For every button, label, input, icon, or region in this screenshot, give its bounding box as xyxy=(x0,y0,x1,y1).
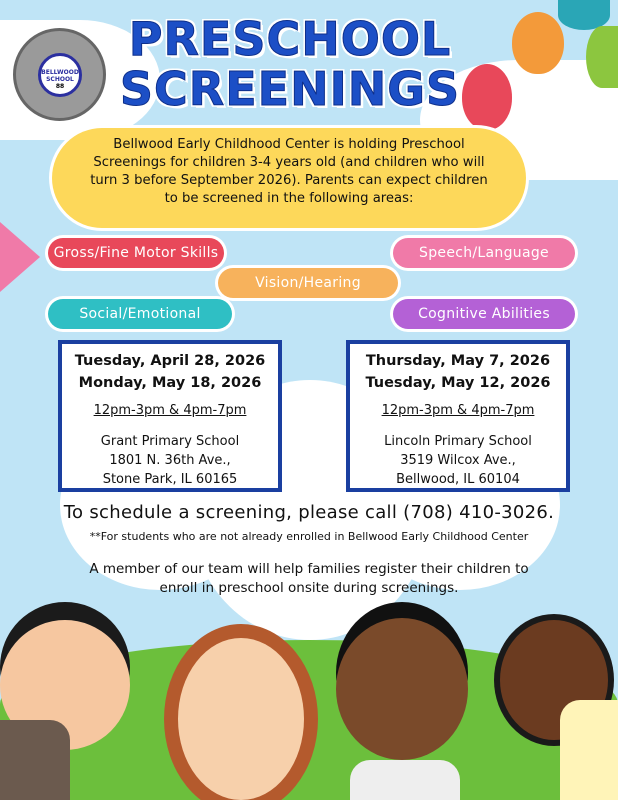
city: Stone Park, IL 60165 xyxy=(102,472,238,487)
area-gross-fine-motor: Gross/Fine Motor Skills xyxy=(48,238,224,268)
child-illustration xyxy=(178,638,304,800)
district-logo: BELLWOOD SCHOOL 88 xyxy=(13,28,106,121)
help-text: A member of our team will help families register their children to enroll in preschool onsite during screenings. xyxy=(89,561,529,596)
child-shirt xyxy=(350,760,460,800)
street: 1801 N. 36th Ave., xyxy=(109,453,231,468)
date: Tuesday, April 28, 2026 xyxy=(74,353,266,369)
child-shirt xyxy=(0,720,70,800)
city: Bellwood, IL 60104 xyxy=(396,472,520,487)
child-illustration xyxy=(336,618,468,760)
title-line-2: SCREENINGS xyxy=(119,62,461,116)
school-name: Lincoln Primary School xyxy=(384,434,532,449)
street: 3519 Wilcox Ave., xyxy=(400,453,516,468)
date: Monday, May 18, 2026 xyxy=(78,375,262,391)
kite xyxy=(0,222,40,292)
balloon xyxy=(512,12,564,74)
times: 12pm-3pm & 4pm-7pm xyxy=(93,403,247,418)
times: 12pm-3pm & 4pm-7pm xyxy=(381,403,535,418)
schedule-text: To schedule a screening, please call (708) 410-3026. xyxy=(63,502,555,523)
title-line-1: PRESCHOOL xyxy=(128,12,452,66)
school-name: Grant Primary School xyxy=(100,434,240,449)
date: Tuesday, May 12, 2026 xyxy=(365,375,551,391)
area-vision-hearing: Vision/Hearing xyxy=(218,268,398,298)
intro-text: Bellwood Early Childhood Center is holding Preschool Screenings for children 3-4 years old (and children who will turn 3 before September 2026). Parents can expect children to be screened in the following areas: xyxy=(52,128,526,228)
location-box-lincoln xyxy=(346,340,570,492)
date: Thursday, May 7, 2026 xyxy=(365,353,551,369)
child-shirt xyxy=(560,700,618,800)
area-speech-language: Speech/Language xyxy=(393,238,575,268)
location-box-grant xyxy=(58,340,282,492)
area-cognitive: Cognitive Abilities xyxy=(393,299,575,329)
area-social-emotional: Social/Emotional xyxy=(48,299,232,329)
footnote: **For students who are not already enrolled in Bellwood Early Childhood Center xyxy=(89,530,529,543)
balloon xyxy=(586,26,618,88)
